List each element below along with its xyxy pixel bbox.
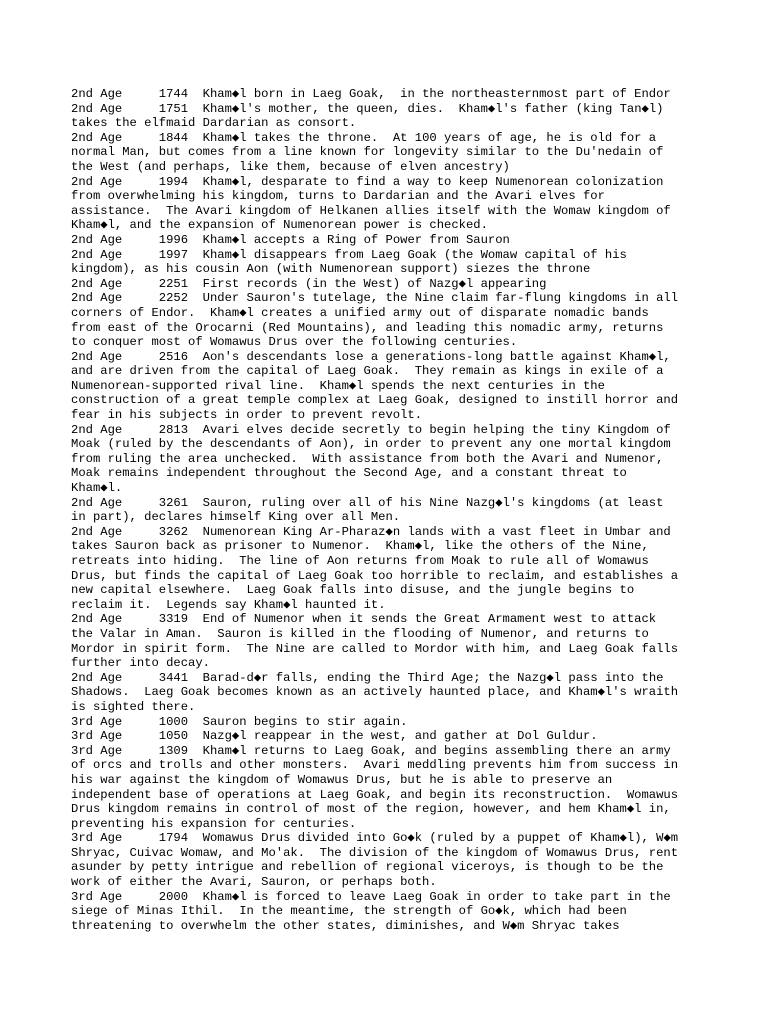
text-line: Moak remains independent throughout the Second Age, and a constant threat to xyxy=(71,466,627,481)
text-line: new capital elsewhere. Laeg Goak falls into disuse, and the jungle begins to xyxy=(71,583,635,598)
text-line: Drus, but finds the capital of Laeg Goak too horrible to reclaim, and establishes a xyxy=(71,568,679,583)
text-line: assistance. The Avari kingdom of Helkanen allies itself with the Womaw kingdom of xyxy=(71,203,671,218)
text-line: Drus kingdom remains in control of most of the region, however, and hem Kham◆l in, xyxy=(71,802,671,817)
text-line: preventing his expansion for centuries. xyxy=(71,816,357,831)
text-line: Shryac, Cuivac Womaw, and Mo'ak. The division of the kingdom of Womawus Drus, rent xyxy=(71,845,679,860)
text-line: 3rd Age 1000 Sauron begins to stir again. xyxy=(71,714,408,729)
text-line: takes Sauron back as prisoner to Numenor. Kham◆l, like the others of the Nine, xyxy=(71,539,649,554)
text-line: 2nd Age 3262 Numenorean King Ar-Pharaz◆n lands with a vast fleet in Umbar and xyxy=(71,524,671,539)
text-line: 2nd Age 1744 Kham◆l born in Laeg Goak, in the northeasternmost part of Endor xyxy=(71,87,671,101)
text-line: 2nd Age 3261 Sauron, ruling over all of his Nine Nazg◆l's kingdoms (at least xyxy=(71,495,664,510)
text-line: the West (and perhaps, like them, because of elven ancestry) xyxy=(71,159,510,174)
text-line: fear in his subjects in order to prevent revolt. xyxy=(71,408,423,423)
text-line: in part), declares himself King over all Men. xyxy=(71,510,401,525)
text-line: corners of Endor. Kham◆l creates a unified army out of disparate nomadic bands xyxy=(71,305,649,320)
text-line: 3rd Age 2000 Kham◆l is forced to leave Laeg Goak in order to take part in the xyxy=(71,889,671,904)
text-line: 2nd Age 1997 Kham◆l disappears from Laeg Goak (the Womaw capital of his xyxy=(71,247,627,262)
text-line: siege of Minas Ithil. In the meantime, the strength of Go◆k, which had been xyxy=(71,904,627,919)
text-line: kingdom), as his cousin Aon (with Numenorean support) siezes the throne xyxy=(71,262,591,277)
text-line: Kham◆l. xyxy=(71,481,123,496)
text-line: retreats into hiding. The line of Aon returns from Moak to rule all of Womawus xyxy=(71,554,649,568)
text-line: 2nd Age 1994 Kham◆l, desparate to find a way to keep Numenorean colonization xyxy=(71,174,664,189)
text-line: 2nd Age 2251 First records (in the West) of Nazg◆l appearing xyxy=(71,276,547,291)
text-line: the Valar in Aman. Sauron is killed in the flooding of Numenor, and returns to xyxy=(71,626,649,641)
text-line: further into decay. xyxy=(71,656,210,671)
text-line: 2nd Age 2813 Avari elves decide secretly to begin helping the tiny Kingdom of xyxy=(71,422,671,437)
text-line: from ruling the area unchecked. With assistance from both the Avari and Numenor, xyxy=(71,451,664,466)
text-line: from east of the Orocarni (Red Mountains), and leading this nomadic army, returns xyxy=(71,320,664,335)
text-line: construction of a great temple complex at Laeg Goak, designed to instill horror and xyxy=(71,393,679,408)
text-line: 2nd Age 1996 Kham◆l accepts a Ring of Power from Sauron xyxy=(71,232,510,247)
text-line: to conquer most of Womawus Drus over the following centuries. xyxy=(71,335,518,350)
text-line: 2nd Age 1844 Kham◆l takes the throne. At 100 years of age, he is old for a xyxy=(71,130,657,145)
text-line: Mordor in spirit form. The Nine are called to Mordor with him, and Laeg Goak falls xyxy=(71,641,679,656)
text-line: Numenorean-supported rival line. Kham◆l spends the next centuries in the xyxy=(71,378,605,393)
text-line: threatening to overwhelm the other states, diminishes, and W◆m Shryac takes xyxy=(71,918,620,933)
text-line: Shadows. Laeg Goak becomes known as an actively haunted place, and Kham◆l's wraith xyxy=(71,685,679,700)
text-line: 3rd Age 1794 Womawus Drus divided into Go◆k (ruled by a puppet of Kham◆l), W◆m xyxy=(71,831,679,846)
text-line: 2nd Age 2252 Under Sauron's tutelage, the Nine claim far-flung kingdoms in all xyxy=(71,291,679,306)
text-line: his war against the kingdom of Womawus Drus, but he is able to preserve an xyxy=(71,772,613,787)
text-line: of orcs and trolls and other monsters. Avari meddling prevents him from success in xyxy=(71,758,679,773)
text-line: Moak (ruled by the descendants of Aon), in order to prevent any one mortal kingdom xyxy=(71,437,671,452)
text-line: is sighted there. xyxy=(71,699,196,714)
text-line: 2nd Age 1751 Kham◆l's mother, the queen, dies. Kham◆l's father (king Tan◆l) xyxy=(71,101,664,116)
text-line: normal Man, but comes from a line known for longevity similar to the Du'nedain of xyxy=(71,145,664,160)
text-line: independent base of operations at Laeg Goak, and begin its reconstruction. Womawus xyxy=(71,787,679,802)
text-line: 2nd Age 2516 Aon's descendants lose a generations-long battle against Kham◆l, xyxy=(71,349,671,364)
text-line: from overwhelming his kingdom, turns to Dardarian and the Avari elves for xyxy=(71,189,605,204)
document-body xyxy=(71,87,731,933)
text-line: takes the elfmaid Dardarian as consort. xyxy=(71,116,357,131)
text-line: reclaim it. Legends say Kham◆l haunted it. xyxy=(71,597,386,612)
text-line: Kham◆l, and the expansion of Numenorean power is checked. xyxy=(71,218,488,233)
text-line: 3rd Age 1050 Nazg◆l reappear in the west, and gather at Dol Guldur. xyxy=(71,729,598,744)
text-line: 3rd Age 1309 Kham◆l returns to Laeg Goak, and begins assembling there an army xyxy=(71,743,671,758)
text-line: asunder by petty intrigue and rebellion of regional viceroys, is though to be the xyxy=(71,860,664,875)
text-line: 2nd Age 3319 End of Numenor when it sends the Great Armament west to attack xyxy=(71,612,657,627)
text-line: 2nd Age 3441 Barad-d◆r falls, ending the Third Age; the Nazg◆l pass into the xyxy=(71,670,664,685)
text-line: work of either the Avari, Sauron, or perhaps both. xyxy=(71,875,437,890)
text-line: and are driven from the capital of Laeg Goak. They remain as kings in exile of a xyxy=(71,364,664,379)
